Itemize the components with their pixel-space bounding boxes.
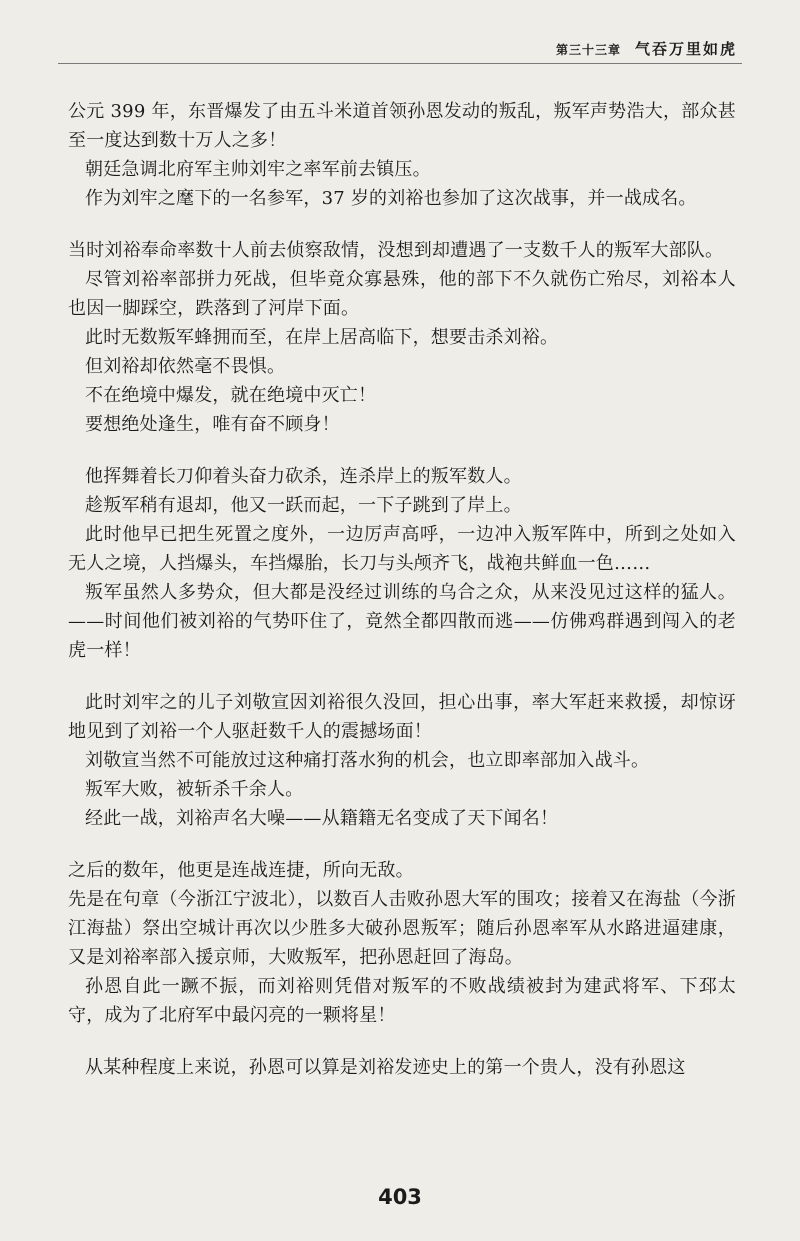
paragraph: 朝廷急调北府军主帅刘牢之率军前去镇压。 [85,159,431,180]
paragraph: 但刘裕却依然毫不畏惧。 [85,356,286,377]
page-number: 403 [378,1185,422,1209]
paragraph: 刘敬宣当然不可能放过这种痛打落水狗的机会，也立即率部加入战斗。 [85,750,650,771]
paragraph: 此时刘牢之的儿子刘敬宣因刘裕很久没回，担心出事，率大军赶来救援，却惊讶地见到了刘裕一个人驱赶数千人的震撼场面！ [68,692,736,742]
paragraph: 叛军虽然人多势众，但大都是没经过训练的乌合之众，从来没见过这样的猛人。——时间他们被刘裕的气势吓住了，竟然全都四散而逃——仿佛鸡群遇到闯入的老虎一样！ [68,582,736,661]
body-text [68,97,736,1082]
header-chapter: 第三十三章 [555,43,621,57]
paragraph: 此时无数叛军蜂拥而至，在岸上居高临下，想要击杀刘裕。 [85,327,559,348]
paragraph: 经此一战，刘裕声名大噪——从籍籍无名变成了天下闻名！ [85,808,559,829]
paragraph: 此时他早已把生死置之度外，一边厉声高呼，一边冲入叛军阵中，所到之处如入无人之境，人挡爆头，车挡爆胎，长刀与头颅齐飞，战袍共鲜血一色…… [68,524,736,574]
running-header [556,38,737,59]
paragraph: 从某种程度上来说，孙恩可以算是刘裕发迹史上的第一个贵人，没有孙恩这 [85,1057,686,1078]
header-rule [58,63,742,64]
paragraph: 之后的数年，他更是连战连捷，所向无敌。 [68,860,414,881]
paragraph: 孙恩自此一蹶不振，而刘裕则凭借对叛军的不败战绩被封为建武将军、下邳太守，成为了北府军中最闪亮的一颗将星！ [68,976,736,1026]
paragraph: 要想绝处逢生，唯有奋不顾身！ [85,414,340,435]
header-title: 气吞万里如虎 [634,40,737,58]
paragraph: 作为刘牢之麾下的一名参军，37 岁的刘裕也参加了这次战事，并一战成名。 [85,188,697,209]
paragraph: 当时刘裕奉命率数十人前去侦察敌情，没想到却遭遇了一支数千人的叛军大部队。 [68,240,724,261]
paragraph: 先是在句章（今浙江宁波北），以数百人击败孙恩大军的围攻；接着又在海盐（今浙江海盐）祭出空城计再次以少胜多大破孙恩叛军；随后孙恩率军从水路进逼建康，又是刘裕率部入援京师，大败叛军，把孙恩赶回了海岛。 [68,889,736,968]
paragraph: 叛军大败，被斩杀千余人。 [85,779,304,800]
paragraph: 他挥舞着长刀仰着头奋力砍杀，连杀岸上的叛军数人。 [85,466,522,487]
paragraph: 趁叛军稍有退却，他又一跃而起，一下子跳到了岸上。 [85,495,522,516]
paragraph: 不在绝境中爆发，就在绝境中灭亡！ [85,385,377,406]
paragraph: 尽管刘裕率部拼力死战，但毕竟众寡悬殊，他的部下不久就伤亡殆尽，刘裕本人也因一脚踩空，跌落到了河岸下面。 [68,269,736,319]
paragraph: 公元 399 年，东晋爆发了由五斗米道首领孙恩发动的叛乱，叛军声势浩大，部众甚至一度达到数十万人之多！ [68,101,736,151]
